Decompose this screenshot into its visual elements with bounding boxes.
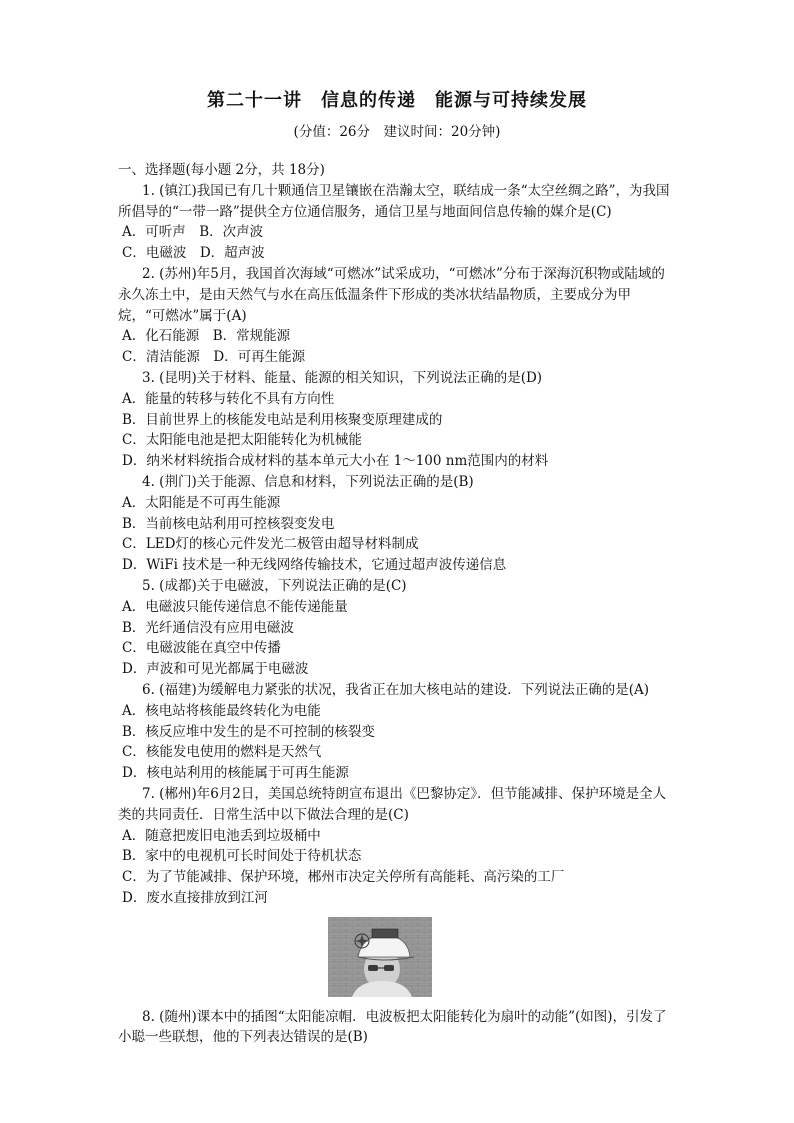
question-3-option-c: C．太阳能电池是把太阳能转化为机械能 xyxy=(122,432,362,449)
question-7-option-d: D．废水直接排放到江河 xyxy=(122,889,268,906)
question-7-option-c: C．为了节能减排、保护环境，郴州市决定关停所有高能耗、高污染的工厂 xyxy=(122,869,565,886)
question-1-stem: 1. (镇江)我国已有几十颗通信卫星镶嵌在浩瀚太空，联结成一条“太空丝绸之路”，为我国所倡导的“一带一路”提供全方位通信服务，通信卫星与地面间信息传输的媒介是(C) xyxy=(118,182,670,220)
question-7-option-a: A．随意把废旧电池丢到垃圾桶中 xyxy=(122,827,321,844)
question-body xyxy=(118,160,678,1048)
question-6-option-b: B．核反应堆中发生的是不可控制的核裂变 xyxy=(122,723,375,740)
question-2-options-cd: C．清洁能源 D．可再生能源 xyxy=(122,349,306,366)
solar-hat-illustration xyxy=(328,917,432,997)
question-7-option-b: B．家中的电视机可长时间处于待机状态 xyxy=(122,848,362,865)
question-8-stem: 8. (随州)课本中的插图“太阳能凉帽．电波板把太阳能转化为扇叶的动能”(如图)，引发了小聪一些联想，他的下列表达错误的是(B) xyxy=(118,1008,667,1046)
page-subtitle: (分值：26分 建议时间：20分钟) xyxy=(293,124,501,140)
question-4-option-a: A．太阳能是不可再生能源 xyxy=(122,494,281,511)
question-3-option-a: A．能量的转移与转化不具有方向性 xyxy=(122,390,335,407)
question-3-option-d: D．纳米材料统指合成材料的基本单元大小在 1～100 nm范围内的材料 xyxy=(122,453,549,470)
question-4-option-d: D．WiFi 技术是一种无线网络传输技术，它通过超声波传递信息 xyxy=(122,557,507,574)
question-1-options-cd: C．电磁波 D．超声波 xyxy=(122,245,265,262)
question-4-option-c: C．LED灯的核心元件发光二极管由超导材料制成 xyxy=(122,536,419,553)
question-7-stem: 7. (郴州)年6月2日，美国总统特朗宣布退出《巴黎协定》．但节能减排、保护环境是全人类的共同责任．日常生活中以下做法合理的是(C) xyxy=(118,785,667,823)
question-6-option-a: A．核电站将核能最终转化为电能 xyxy=(122,702,321,719)
question-6-option-c: C．核能发电使用的燃料是天然气 xyxy=(122,744,322,761)
question-5-stem: 5. (成都)关于电磁波，下列说法正确的是(C) xyxy=(142,577,407,594)
question-6-option-d: D．核电站利用的核能属于可再生能源 xyxy=(122,765,349,782)
question-3-stem: 3. (昆明)关于材料、能量、能源的相关知识，下列说法正确的是(D) xyxy=(142,369,543,386)
question-5-option-d: D．声波和可见光都属于电磁波 xyxy=(122,661,309,678)
solar-hat-photo xyxy=(328,917,432,997)
page-title: 第二十一讲 信息的传递 能源与可持续发展 xyxy=(207,90,587,111)
section-heading: 一、选择题(每小题 2分，共 18分) xyxy=(118,162,325,178)
question-5-option-b: B．光纤通信没有应用电磁波 xyxy=(122,619,294,636)
question-3-option-b: B．目前世界上的核能发电站是利用核聚变原理建成的 xyxy=(122,411,443,428)
question-2-options-ab: A．化石能源 B．常规能源 xyxy=(122,328,291,345)
question-4-stem: 4. (荆门)关于能源、信息和材料，下列说法正确的是(B) xyxy=(142,473,474,490)
question-2-stem: 2. (苏州)年5月，我国首次海域“可燃冰”试采成功，“可燃冰”分布于深海沉积物或陆域的永久冻土中，是由天然气与水在高压低温条件下形成的类冰状结晶物质，主要成分为甲烷，“可燃冰”属于(A) xyxy=(118,265,665,324)
question-1-options-ab: A．可听声 B．次声波 xyxy=(122,224,264,241)
question-4-option-b: B．当前核电站利用可控核裂变发电 xyxy=(122,515,335,532)
question-5-option-a: A．电磁波只能传递信息不能传递能量 xyxy=(122,598,348,615)
question-5-option-c: C．电磁波能在真空中传播 xyxy=(122,640,281,657)
question-6-stem: 6. (福建)为缓解电力紧张的状况，我省正在加大核电站的建设．下列说法正确的是(A) xyxy=(142,681,649,698)
